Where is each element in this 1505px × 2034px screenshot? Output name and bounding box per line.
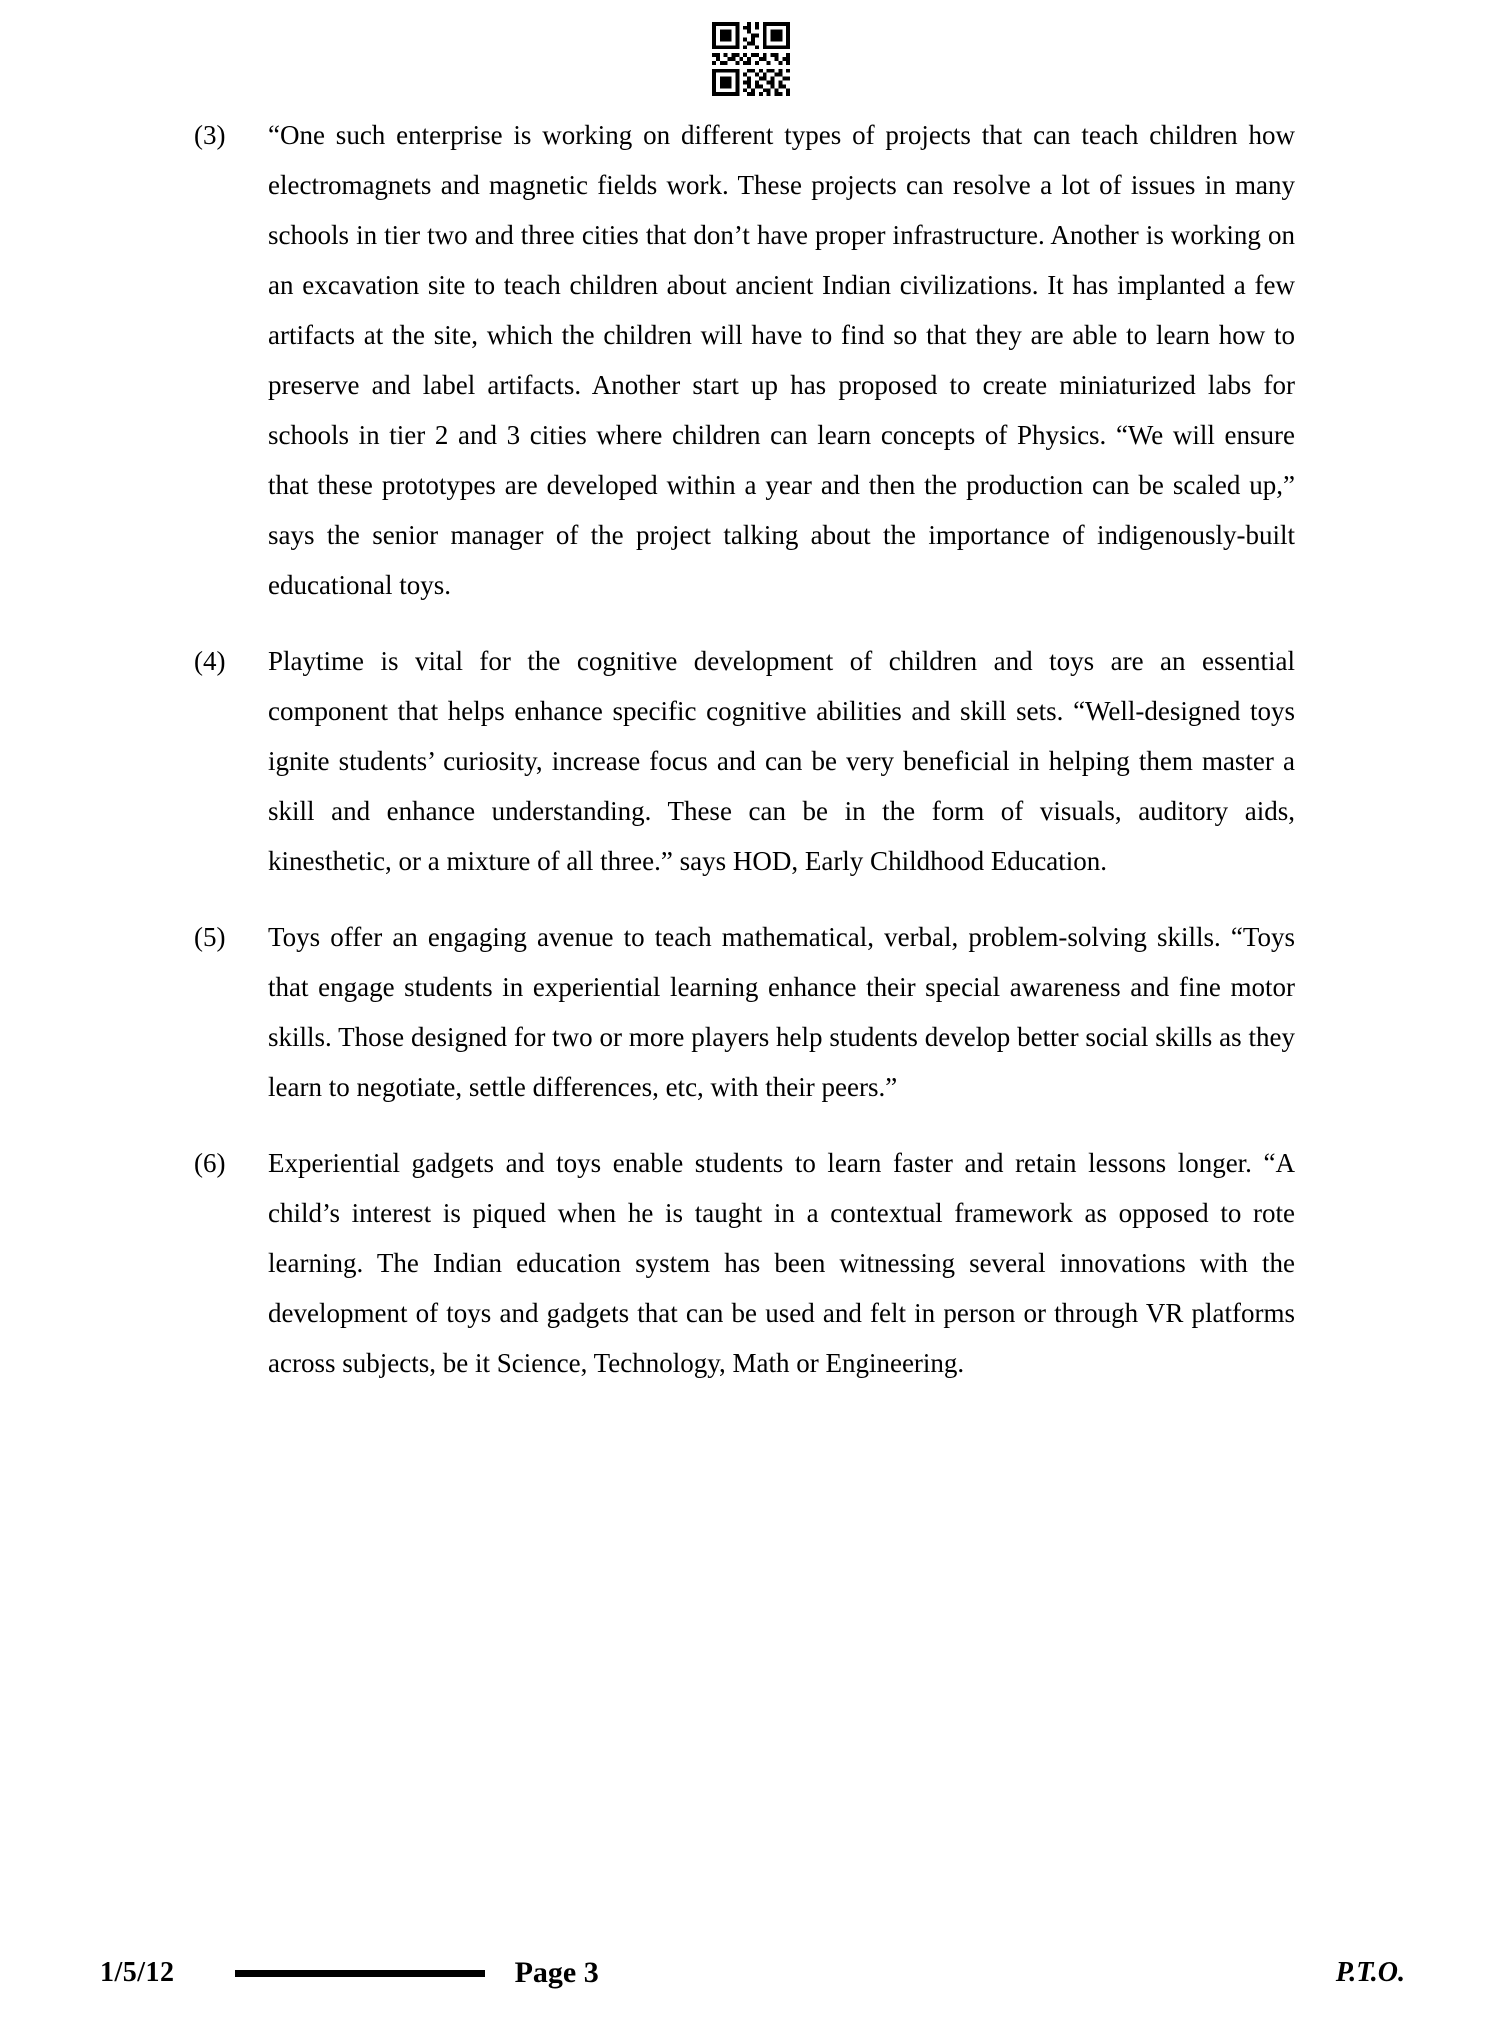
page-number: Page 3	[514, 1956, 599, 1989]
footer-divider-rule	[235, 1970, 485, 1977]
paragraph-number: (6)	[194, 1148, 226, 1178]
paragraph-3	[190, 110, 1295, 610]
paragraph-number: (3)	[194, 120, 226, 150]
footer-code: 1/5/12	[100, 1957, 175, 1988]
paragraph-text: Experiential gadgets and toys enable students to learn faster and retain lessons longer. “A child’s interest is piqued when he is taught in a contextual framework as opposed to rote learning. The Indian education system has been witnessing several innovations with the development of toys and gadgets that can be used and felt in person or through VR platforms across subjects, be it Science, Technology, Math or Engineering.	[268, 1148, 1295, 1378]
paragraph-text: Toys offer an engaging avenue to teach mathematical, verbal, problem-solving skills. “Toys that engage students in experiential learning enhance their special awareness and fine motor skills. Those designed for two or more players help students develop better social skills as they learn to negotiate, settle differences, etc, with their peers.”	[268, 922, 1295, 1102]
paragraph-text: Playtime is vital for the cognitive development of children and toys are an essential component that helps enhance specific cognitive abilities and skill sets. “Well-designed toys ignite students’ curiosity, increase focus and can be very beneficial in helping them master a skill and enhance understanding. These can be in the form of visuals, auditory aids, kinesthetic, or a mixture of all three.” says HOD, Early Childhood Education.	[268, 646, 1295, 876]
paragraph-text: “One such enterprise is working on different types of projects that can teach children how electromagnets and magnetic fields work. These projects can resolve a lot of issues in many schools in tier two and three cities that don’t have proper infrastructure. Another is working on an excavation site to teach children about ancient Indian civilizations. It has implanted a few artifacts at the site, which the children will have to find so that they are able to learn how to preserve and label artifacts. Another start up has proposed to create miniaturized labs for schools in tier 2 and 3 cities where children can learn concepts of Physics. “We will ensure that these prototypes are developed within a year and then the production can be scaled up,” says the senior manager of the project talking about the importance of indigenously-built educational toys.	[268, 120, 1295, 600]
paragraph-number: (4)	[194, 646, 226, 676]
page-footer	[100, 1956, 1405, 1990]
qr-code-icon	[707, 18, 799, 100]
qr-code-container	[0, 18, 1505, 100]
paragraph-6	[190, 1138, 1295, 1388]
document-body	[190, 110, 1295, 1414]
footer-pto-note: P.T.O.	[1335, 1957, 1405, 1988]
footer-center-group	[235, 1956, 599, 1990]
paragraph-5	[190, 912, 1295, 1112]
paragraph-4	[190, 636, 1295, 886]
paragraph-number: (5)	[194, 922, 226, 952]
